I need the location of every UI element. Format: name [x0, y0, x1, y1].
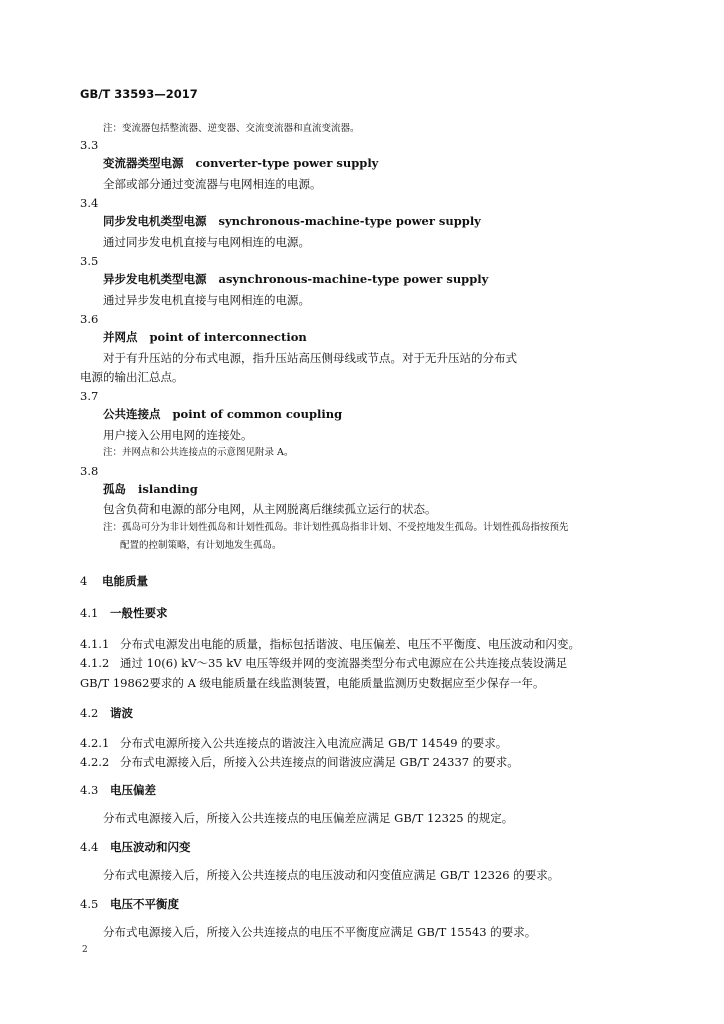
term-note: 注：孤岛可分为非计划性孤岛和计划性孤岛。非计划性孤岛指非计划、不受控地发生孤岛。计划性孤岛指按预先: [103, 522, 569, 533]
section-title: 电压不平衡度: [110, 897, 179, 911]
term-heading: [103, 330, 307, 344]
document-header: GB/T 33593—2017: [80, 87, 198, 101]
clause-number: 3.5: [80, 254, 99, 268]
section-number: 4.1: [80, 606, 99, 620]
clause-number: 3.3: [80, 138, 99, 152]
clause-number: 3.8: [80, 464, 99, 478]
term-heading: [103, 272, 488, 286]
section-heading: [80, 840, 191, 854]
clause-number: 3.6: [80, 312, 99, 326]
chapter-title: 电能质量: [102, 574, 148, 588]
clause-number: 4.1.1: [80, 637, 110, 651]
clause-paragraph: [80, 736, 507, 750]
clause-text: 分布式电源接入后，所接入公共连接点的间谐波应满足 GB/T 24337 的要求。: [120, 755, 519, 769]
clause-number: 4.1.2: [80, 656, 110, 670]
term-en: islanding: [138, 482, 198, 496]
section-text: 分布式电源接入后，所接入公共连接点的电压不平衡度应满足 GB/T 15543 的要求。: [103, 925, 537, 939]
term-definition: 用户接入公用电网的连接处。: [103, 428, 253, 442]
chapter-number: 4: [80, 574, 88, 588]
clause-text: 分布式电源发出电能的质量，指标包括谐波、电压偏差、电压不平衡度、电压波动和闪变。: [120, 637, 580, 651]
term-en: point of common coupling: [172, 407, 343, 421]
section-title: 谐波: [110, 706, 133, 720]
clause-paragraph: [80, 755, 519, 769]
section-number: 4.2: [80, 706, 99, 720]
section-title: 电压偏差: [110, 783, 156, 797]
term-en: asynchronous-machine-type power supply: [218, 272, 489, 286]
section-text: 分布式电源接入后，所接入公共连接点的电压波动和闪变值应满足 GB/T 12326 的要求。: [103, 868, 560, 882]
section-heading: [80, 706, 133, 720]
clause-number: 4.2.2: [80, 755, 110, 769]
section-title: 一般性要求: [110, 606, 168, 620]
clause-text: 通过 10(6) kV～35 kV 电压等级并网的变流器类型分布式电源应在公共连接点装设满足: [120, 656, 568, 670]
section-heading: [80, 897, 179, 911]
clause-text: 分布式电源所接入公共连接点的谐波注入电流应满足 GB/T 14549 的要求。: [120, 736, 508, 750]
section-title: 电压波动和闪变: [110, 840, 191, 854]
term-definition: 对于有升压站的分布式电源，指升压站高压侧母线或节点。对于无升压站的分布式: [103, 351, 517, 365]
chapter-heading: [80, 574, 148, 588]
clause-number: 3.7: [80, 389, 99, 403]
section-number: 4.3: [80, 783, 99, 797]
clause-text-continued: GB/T 19862要求的 A 级电能质量在线监测装置，电能质量监测历史数据应至少保存一年。: [80, 676, 545, 690]
term-cn: 并网点: [103, 330, 138, 344]
section-heading: [80, 783, 156, 797]
term-definition: 通过同步发电机直接与电网相连的电源。: [103, 235, 310, 249]
section-heading: [80, 606, 168, 620]
term-en: converter-type power supply: [195, 156, 379, 170]
term-definition: 包含负荷和电源的部分电网，从主网脱离后继续孤立运行的状态。: [103, 502, 437, 516]
term-note-continued: 配置的控制策略，有计划地发生孤岛。: [120, 540, 282, 551]
clause-number: 4.2.1: [80, 736, 110, 750]
note-converters: 注：变流器包括整流器、逆变器、交流变流器和直流变流器。: [103, 123, 360, 134]
term-definition: 全部或部分通过变流器与电网相连的电源。: [103, 177, 322, 191]
term-heading: [103, 214, 481, 228]
term-cn: 同步发电机类型电源: [103, 214, 207, 228]
term-en: point of interconnection: [149, 330, 307, 344]
term-cn: 变流器类型电源: [103, 156, 184, 170]
term-heading: [103, 482, 198, 496]
section-number: 4.4: [80, 840, 99, 854]
clause-number: 3.4: [80, 196, 99, 210]
term-heading: [103, 407, 342, 421]
clause-paragraph: [80, 656, 567, 670]
section-text: 分布式电源接入后，所接入公共连接点的电压偏差应满足 GB/T 12325 的规定。: [103, 811, 514, 825]
page-number: 2: [82, 945, 88, 955]
term-cn: 孤岛: [103, 482, 126, 496]
section-number: 4.5: [80, 897, 99, 911]
clause-paragraph: [80, 637, 580, 651]
term-cn: 公共连接点: [103, 407, 161, 421]
term-en: synchronous-machine-type power supply: [218, 214, 481, 228]
term-note: 注：并网点和公共连接点的示意图见附录 A。: [103, 447, 294, 458]
term-heading: [103, 156, 378, 170]
term-cn: 异步发电机类型电源: [103, 272, 207, 286]
term-definition-continued: 电源的输出汇总点。: [80, 370, 184, 384]
term-definition: 通过异步发电机直接与电网相连的电源。: [103, 293, 310, 307]
